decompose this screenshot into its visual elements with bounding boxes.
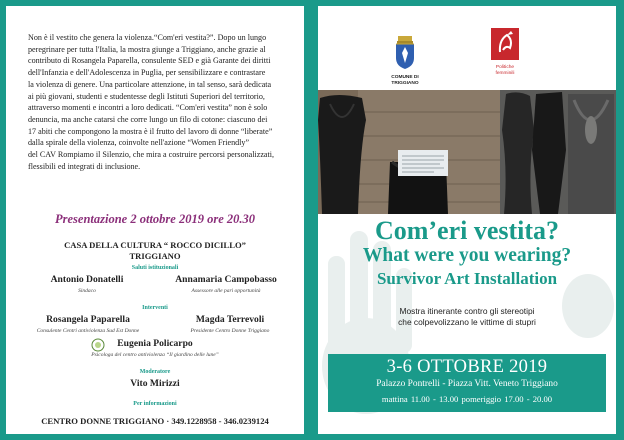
dresses-photo: [318, 90, 616, 214]
left-panel: [6, 6, 304, 434]
greet1-role: Sindaco: [78, 288, 96, 294]
description-line-1: Mostra itinerante contro gli stereotipi: [399, 306, 535, 316]
right-panel: [318, 6, 616, 434]
greet2-name: Annamaria Campobasso: [175, 274, 277, 285]
section-greetings: Saluti istituzionali: [131, 265, 179, 271]
speaker2-name: Magda Terrevoli: [195, 314, 265, 325]
contact-line: CENTRO DONNE TRIGGIANO · 349.1228958 - 346.0239124: [41, 416, 269, 426]
comune-caption-2: TRIGGIANO: [391, 81, 419, 86]
politiche-femminili-logo: [484, 28, 526, 77]
intro-line: 17 abiti che compongono la mostra è il frutto del lavoro di donne “liberate”: [28, 126, 273, 136]
greet2-role: Assessore alle pari opportunità: [191, 288, 261, 294]
section-info: Per informazioni: [133, 401, 177, 407]
dates-band: [328, 354, 606, 412]
intro-line: la violenza di genere. Una particolare attenzione, in tal senso, sarà dedicata: [28, 79, 272, 89]
coat-of-arms-icon: [394, 36, 416, 70]
intro-text: [28, 32, 290, 172]
exhibit-hours: mattina 11.00 - 13.00 pomeriggio 17.00 - 20.00: [381, 394, 553, 404]
speaker3-name: Eugenia Policarpo: [117, 338, 193, 349]
intro-line: Non è il vestito che genera la violenza.“Com'eri vestita?”. Dopo un lungo: [28, 33, 267, 42]
intro-line: attraverso momenti e incontri a loro dedicati. “Com'eri vestita” non è solo: [28, 103, 268, 113]
exhibit-description: [318, 306, 616, 328]
venue: [6, 240, 304, 262]
intro-line: del CAV Rompiamo il Silenzio, che mira a costruire percorsi personalizzati,: [28, 150, 275, 160]
rose-icon: [491, 28, 519, 60]
politiche-caption-1: Politiche: [495, 65, 515, 70]
description-line-2: che colpevolizzano le vittime di stupri: [398, 317, 536, 327]
venue-city: TRIGGIANO: [129, 251, 181, 261]
venue-name: CASA DELLA CULTURA “ ROCCO DICILLO”: [64, 240, 246, 250]
title-italian: Com’eri vestita?: [374, 216, 560, 245]
dress-5: [568, 94, 614, 214]
intro-line: contributo di Rosangela Paparella, consulente SED e già Garante dei diritti: [28, 56, 271, 66]
comune-logo: [384, 36, 426, 87]
speaker3-role: Psicologa del centro antiviolenza “Il giardino delle lune”: [91, 352, 219, 358]
intro-line: dell'Infanzia e dell'Adolescenza in Puglia, per sensibilizzare e contrastare: [28, 68, 266, 78]
speaker2-role: Presidente Centro Donne Triggiano: [190, 328, 270, 334]
greet1-name: Antonio Donatelli: [50, 274, 124, 285]
title-subtitle: Survivor Art Installation: [376, 269, 558, 288]
speaker1-role: Consulente Centri antiviolenza Sud Est Donne: [36, 328, 140, 334]
presentation-heading: Presentazione 2 ottobre 2019 ore 20.30: [55, 212, 255, 226]
section-moderator: Moderatore: [139, 369, 171, 375]
moderator-name: Vito Mirizzi: [130, 378, 180, 389]
intro-line: ai più giovani, studenti e studentesse degli Istituti Superiori del territorio,: [28, 91, 265, 101]
exhibit-location: Palazzo Pontrelli - Piazza Vitt. Veneto Triggiano: [376, 379, 558, 389]
speaker1-name: Rosangela Paparella: [46, 314, 130, 325]
section-speakers: Interventi: [142, 305, 168, 311]
comune-caption-1: COMUNE DI: [391, 75, 419, 80]
title-english: What were you wearing?: [362, 245, 572, 266]
politiche-caption-2: femminili: [495, 71, 515, 76]
intro-line: flessibili ed integrati di inclusione.: [28, 161, 141, 171]
garden-logo: [90, 338, 106, 352]
dress-3: [502, 92, 534, 214]
intro-line: dalla spirale della violenza, coinvolte nell'azione “Women Friendly”: [28, 138, 250, 148]
intro-line: peregrinare per tutta l'Italia, la mostra giunge a Triggiano, anche grazie al: [28, 44, 266, 54]
exhibit-dates: 3-6 OTTOBRE 2019: [386, 357, 548, 377]
intro-line: denuncia, ma anche catarsi che corre lungo un filo di cotone: ciascuno dei: [28, 114, 268, 124]
